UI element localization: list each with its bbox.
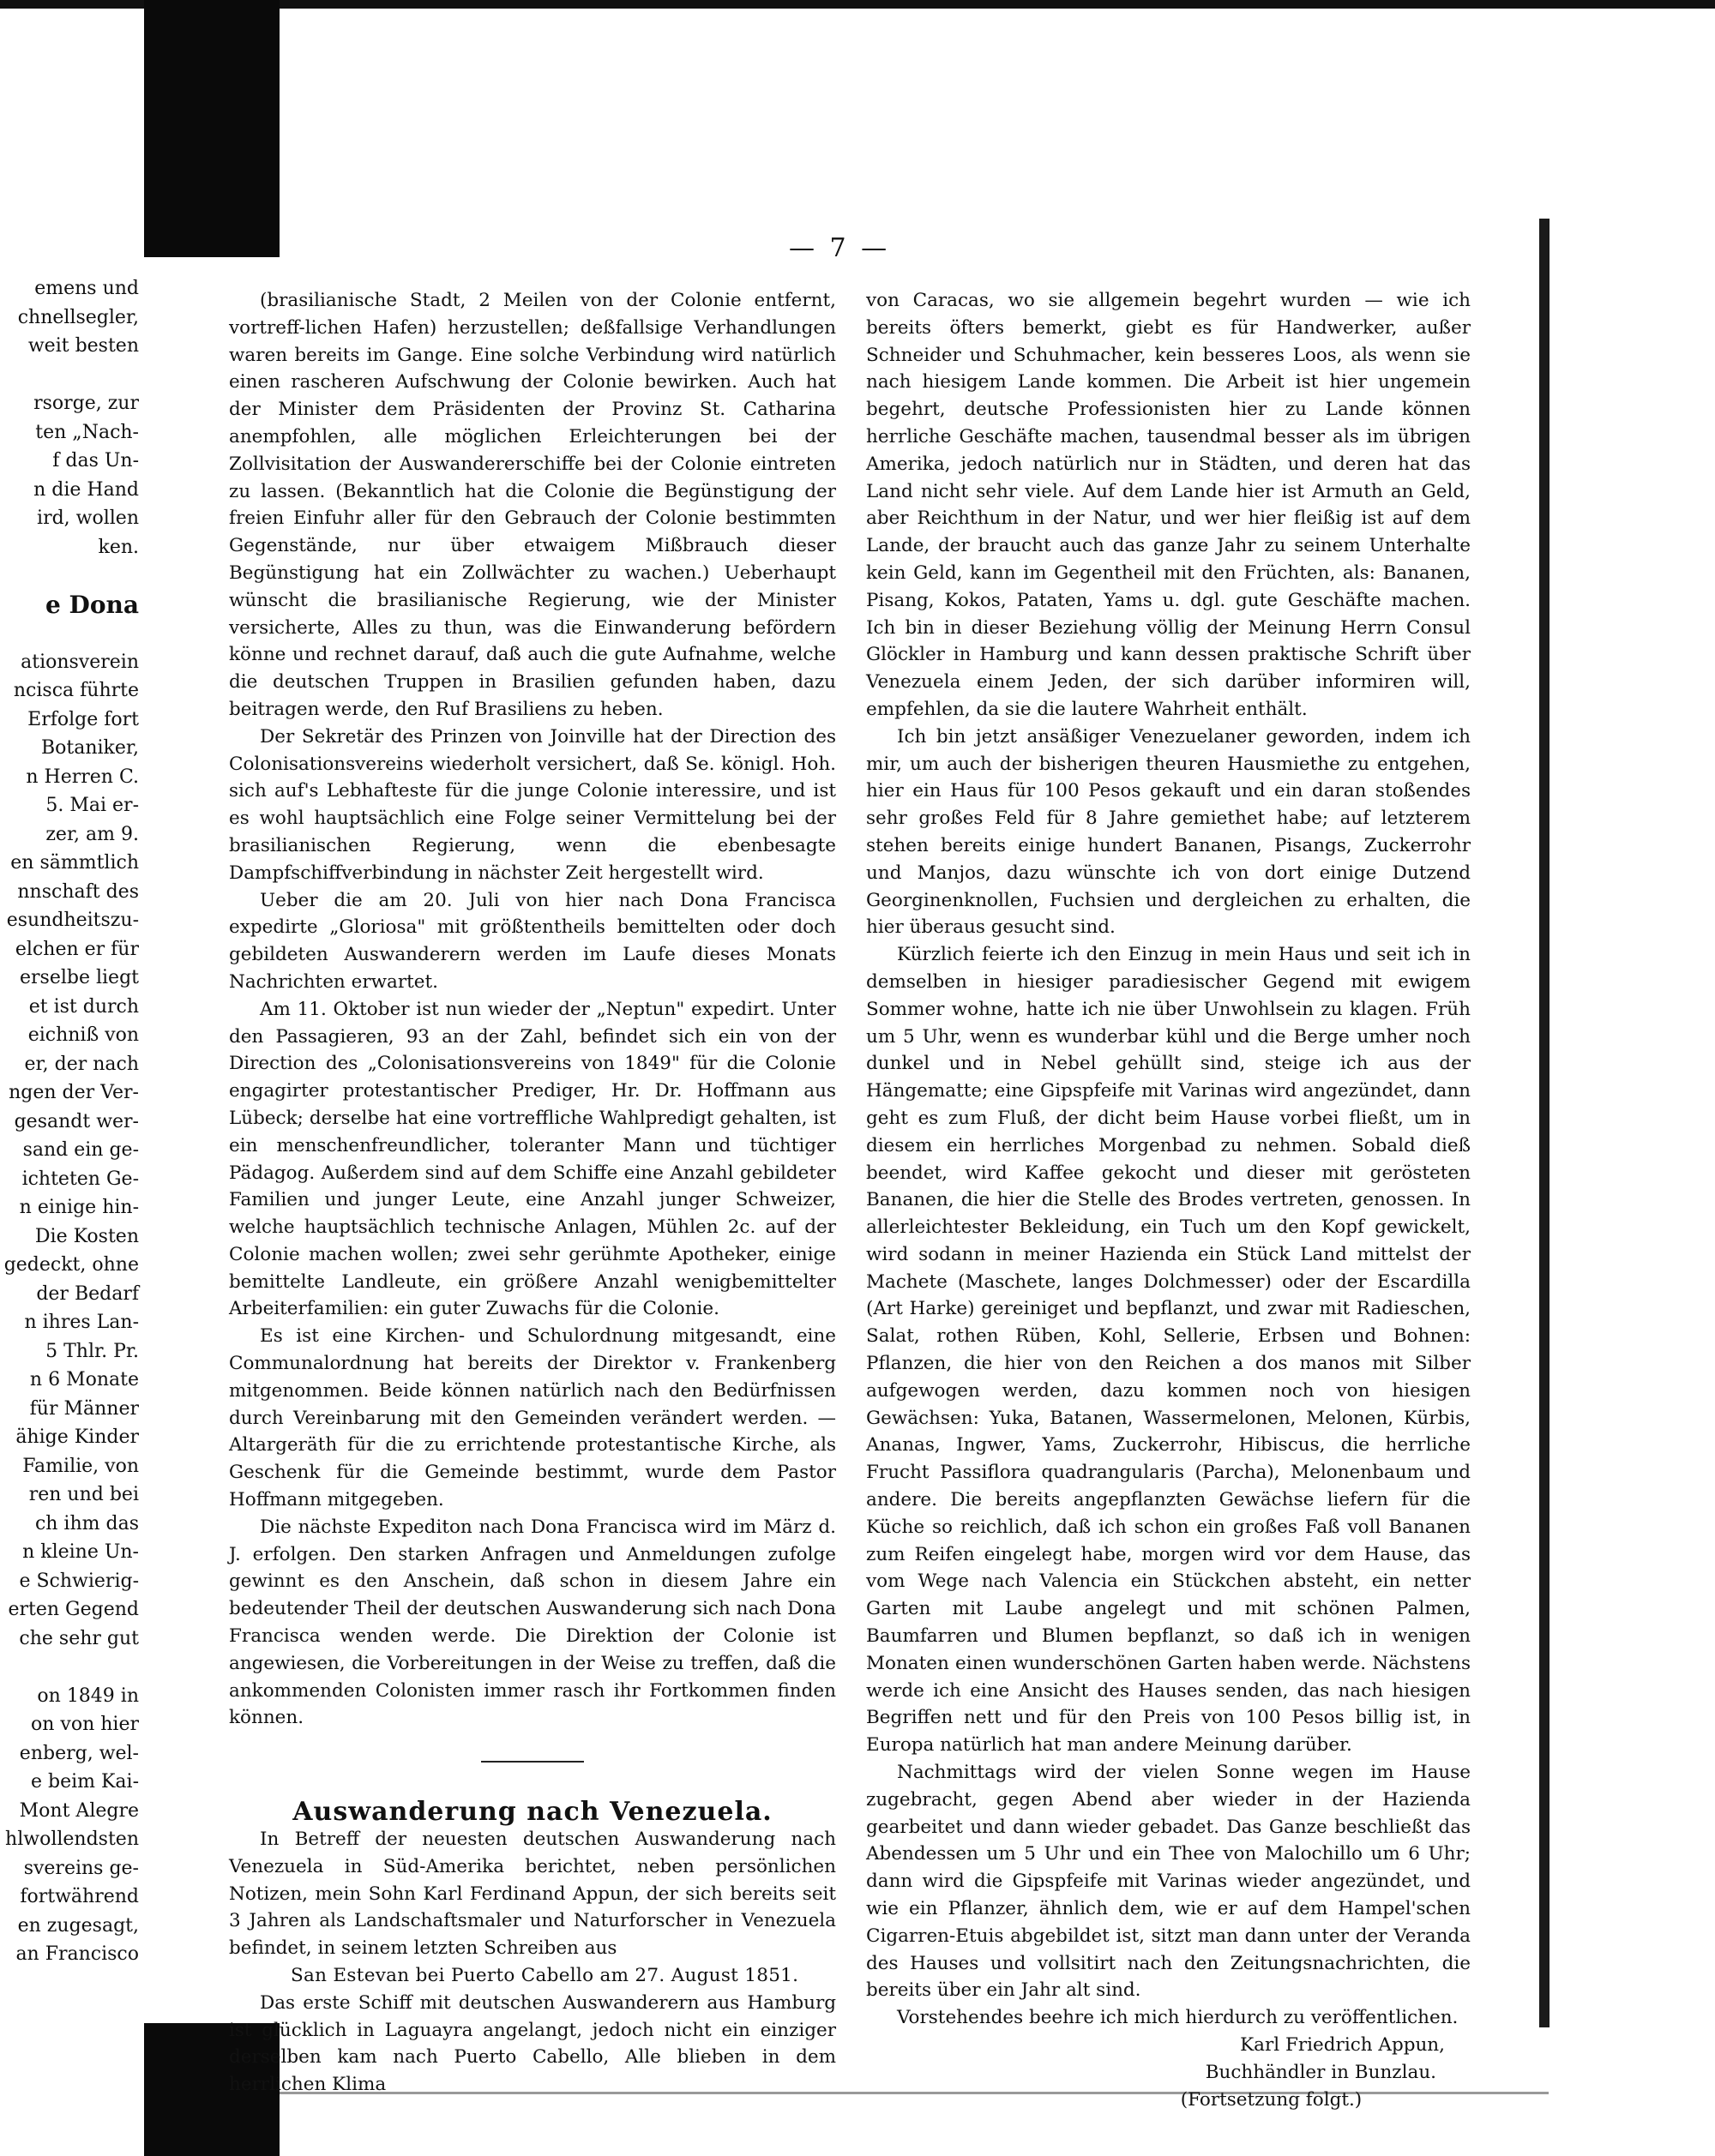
page-right-edge bbox=[1539, 219, 1550, 2027]
fragment-line: elchen er für bbox=[15, 938, 139, 960]
fragment-line: Familie, von bbox=[22, 1455, 139, 1477]
fragment-line: e Schwierig- bbox=[19, 1570, 139, 1592]
fragment-line: on 1849 in bbox=[37, 1685, 139, 1707]
signature-title: Buchhändler in Bunzlau. bbox=[1205, 2061, 1436, 2083]
fragment-line: gesandt wer- bbox=[14, 1110, 139, 1132]
left-column bbox=[229, 287, 836, 2099]
fragment-line: chnellsegler, bbox=[17, 306, 139, 328]
fragment-line: on von hier bbox=[31, 1714, 139, 1735]
letter-paragraph: von Caracas, wo sie allgemein begehrt wurden — wie ich bereits öfters bemerkt, giebt es für Handwerker, außer Schneider und Schuhmacher, kein besseres Loos, als wenn sie nach hiesigem Lande kommen. Die Arbeit ist hier ungemein begehrt, deutsche Professionisten hier zu Lande können herrliche Geschäfte machen, tausendmal besser als im übrigen Amerika, jedoch natürlich nur in Städten, und deren hat das Land nicht sehr viele. Auf dem Lande hier ist Armuth an Geld, aber Reichthum in der Natur, und wer hier fleißig ist auf dem Lande, der braucht auch das ganze Jahr zu seinem Unterhalte kein Geld, kann im Gegentheil mit den Früchten, als: Bananen, Pisang, Kokos, Pataten, Yams u. dgl. gute Geschäfte machen. Ich bin in dieser Beziehung völlig der Meinung Herrn Consul Glöckler in Hamburg und kann dessen praktische Schrift über Venezuela einem Jeden, der sich darüber informiren will, empfehlen, da sie die lautere Wahrheit enthält. bbox=[866, 290, 1471, 720]
fragment-line: enberg, wel- bbox=[19, 1742, 139, 1764]
fragment-line: nnschaft des bbox=[17, 880, 139, 903]
fragment-line: ationsverein bbox=[21, 651, 139, 673]
fragment-line: en zugesagt, bbox=[17, 1914, 139, 1937]
fragment-line: ren und bei bbox=[28, 1484, 139, 1505]
letter-paragraph: Das erste Schiff mit deutschen Auswanderern aus Hamburg ist glücklich in Laguayra angelangt, jedoch nicht ein einziger derselben kam nach Puerto Cabello, Alle blieben in dem herrlichen Klima bbox=[229, 1991, 836, 2096]
scan-gutter-shadow-top bbox=[144, 0, 280, 257]
right-column bbox=[866, 287, 1471, 2113]
closing-line: Vorstehendes beehre ich mich hierdurch zu veröffentlichen. bbox=[897, 2007, 1459, 2029]
article-paragraph: Ueber die am 20. Juli von hier nach Dona Francisca expedirte „Gloriosa" mit größtentheils bemittelten oder doch gebildeten Auswanderern werden im Laufe dieses Monats Nachrichten erwartet. bbox=[229, 889, 836, 993]
continuation-note: (Fortsetzung folgt.) bbox=[1180, 2088, 1363, 2111]
fragment-line: n die Hand bbox=[33, 478, 139, 501]
fragment-line: f das Un- bbox=[52, 450, 139, 471]
fragment-line: fortwährend bbox=[20, 1886, 139, 1907]
fragment-line: ch ihm das bbox=[34, 1512, 139, 1534]
fragment-line: der Bedarf bbox=[36, 1282, 139, 1305]
fragment-line: eichniß von bbox=[27, 1024, 139, 1046]
fragment-line: ird, wollen bbox=[37, 507, 139, 529]
fragment-line: 5 Thlr. Pr. bbox=[45, 1340, 139, 1362]
page-number: — 7 — bbox=[789, 233, 891, 263]
fragment-line: n Herren C. bbox=[26, 766, 139, 788]
letter-paragraph: Kürzlich feierte ich den Einzug in mein Haus und seit ich in demselben in hiesiger paradiesischer Gegend mit ewigem Sommer wohne, hatte ich nie über Unwohlsein zu klagen. Früh um 5 Uhr, wenn es wunderbar kühl und die Berge umher noch dunkel und in Nebel gehüllt sind, steige ich aus der Hängematte; eine Gipspfeife mit Varinas wird angezündet, dann geht es zum Fluß, der dicht beim Hause vorbei fließt, um in diesem ein herrliches Morgenbad zu nehmen. Sobald dieß beendet, wird Kaffee gekocht und dieser mit gerösteten Bananen, die hier die Stelle des Brodes vertreten, genossen. In allerleichtester Bekleidung, ein Tuch um den Kopf gewickelt, wird sodann in meiner Hazienda ein Stück Land mittelst der Machete (Maschete, langes Dolchmesser) oder der Escardilla (Art Harke) gereiniget und bepflanzt, und zwar mit Radieschen, Salat, rothen Rüben, Kohl, Sellerie, Erbsen und Bohnen: Pflanzen, die hier von den Reichen a dos manos mit Silber aufgewogen werden, dazu kommen noch von hiesigen Gewächsen: Yuka, Batanen, Wassermelonen, Melonen, Kürbis, Ananas, Ingwer, Yams, Zuckerrohr, Hibiscus, die herrliche Frucht Passiflora quadrangularis (Parcha), Melonenbaum und andere. Die bereits angepflanzten Gewächse liefern für die Küche so reichlich, daß ich schon ein großes Faß voll Bananen zum Reifen eingelegt habe, morgen wird vor dem Hause, das vom Wege nach Valencia ein Stückchen absteht, ein netter Garten mit Laube angelegt und mit schönen Palmen, Baumfarren und Blumen bepflanzt, so daß ich in wenigen Monaten einen wunderschönen Garten haben werde. Nächstens werde ich eine Ansicht des Hauses senden, das nach hiesigen Begriffen nett und für den Preis von 100 Pesos billig ist, in Europa natürlich hat man andere Meinung darüber. bbox=[866, 944, 1471, 1757]
signature-name: Karl Friedrich Appun, bbox=[1240, 2034, 1445, 2056]
article-paragraph: (brasilianische Stadt, 2 Meilen von der Colonie entfernt, vortreff-lichen Hafen) herzustellen; deßfallsige Verhandlungen waren bereits im Gange. Eine solche Verbindung wird natürlich einen rascheren Aufschwung der Colonie bewirken. Auch hat der Minister dem Präsidenten der Provinz St. Catharina anempfohlen, alle möglichen Erleichterungen bei der Zollvisitation der Auswandererschiffe bei der Colonie eintreten zu lassen. (Bekanntlich hat die Colonie die Begünstigung der freien Einfuhr aller für den Gebrauch der Colonie bestimmten Gegenstände, nur über etwaigem Mißbrauch dieser Begünstigung hat ein Zollwächter zu wachen.) Ueberhaupt wünscht die brasilianische Regierung, wie der Minister versicherte, Alles zu thun, was die Einwanderung befördern könne und rechnet darauf, daß auch die gute Aufnahme, welche die deutschen Truppen in Brasilien gefunden haben, dazu beitragen werde, den Ruf Brasiliens zu heben. bbox=[229, 290, 836, 720]
fragment-line: ngen der Ver- bbox=[9, 1082, 139, 1103]
letter-place-date: San Estevan bei Puerto Cabello am 27. August 1851. bbox=[291, 1965, 799, 1987]
fragment-line: et ist durch bbox=[28, 995, 139, 1018]
fragment-line: sand ein ge- bbox=[22, 1139, 139, 1161]
article-paragraph: Die nächste Expediton nach Dona Francisca wird im März d. J. erfolgen. Den starken Anfragen und Anmeldungen zufolge gewinnt es den Anschein, daß schon in diesem Jahre ein bedeutender Theil der deutschen Auswanderung sich nach Dona Francisca wenden werde. Die Direktion der Colonie ist angewiesen, die Vorbereitungen in der Weise zu treffen, daß die ankommenden Colonisten immer rasch ihr Fortkommen finden können. bbox=[229, 1516, 836, 1729]
section-divider bbox=[481, 1761, 584, 1763]
fragment-line: en sämmtlich bbox=[10, 852, 139, 874]
fragment-line: emens und bbox=[34, 278, 139, 299]
fragment-line: erselbe liegt bbox=[20, 967, 139, 988]
fragment-line: rsorge, zur bbox=[33, 393, 139, 414]
fragment-line: n kleine Un- bbox=[22, 1541, 139, 1563]
fragment-line: Botaniker, bbox=[40, 737, 139, 759]
fragment-line: n 6 Monate bbox=[29, 1369, 139, 1390]
letter-paragraph: Nachmittags wird der vielen Sonne wegen im Hause zugebracht, gegen Abend aber wieder in der Hazienda gearbeitet und dann wieder gebadet. Das Ganze beschließt das Abendessen um 5 Uhr und ein Thee von Malochillo um 6 Uhr; dann wird die Gipspfeife mit Varinas wieder angezündet, und wie ein Pflanzer, ähnlich dem, wie er auf dem Hampel'schen Cigarren-Etuis abgebildet ist, sitzt man dann unter der Veranda des Hauses und vollsitirt nach den Zeitungsnachrichten, die bereits über ein Jahr alt sind. bbox=[866, 1762, 1471, 2002]
fragment-line: ichteten Ge- bbox=[21, 1168, 139, 1190]
fragment-line: svereins ge- bbox=[23, 1857, 139, 1879]
fragment-line: weit besten bbox=[27, 335, 139, 357]
fragment-line: er, der nach bbox=[24, 1053, 139, 1075]
fragment-line: erten Gegend bbox=[8, 1599, 139, 1620]
fragment-line: 5. Mai er- bbox=[45, 795, 139, 816]
fragment-line: Die Kosten bbox=[34, 1225, 139, 1247]
article-paragraph: Der Sekretär des Prinzen von Joinville hat der Direction des Colonisationsvereins wiederholt versichert, daß Se. königl. Hoh. sich auf's Lebhafteste für die junge Colonie interessire, und ist es wohl hauptsächlich eine Folge seiner Vermittelung bei der brasilianischen Regierung, wenn die ebenbesagte Dampfschiffverbindung in nächster Zeit hergestellt wird. bbox=[229, 725, 836, 884]
article-paragraph: Es ist eine Kirchen- und Schulordnung mitgesandt, eine Communalordnung hat bereits der Direktor v. Frankenberg mitgenommen. Beide können natürlich nach den Bedürfnissen durch Vereinbarung mit den Gemeinden verändert werden. — Altargeräth für die zu errichtende protestantische Kirche, als Geschenk für die Gemeinde bestimmt, wurde dem Pastor Hoffmann mitgegeben. bbox=[229, 1325, 836, 1511]
fragment-line: Erfolge fort bbox=[27, 708, 139, 730]
fragment-line: ken. bbox=[98, 536, 139, 558]
fragment-line: an Francisco bbox=[15, 1943, 139, 1965]
fragment-line: ähige Kinder bbox=[15, 1426, 139, 1448]
fragment-line: e Dona bbox=[45, 590, 139, 619]
fragment-line: n einige hin- bbox=[19, 1197, 139, 1218]
adjacent-page-fragment bbox=[0, 257, 146, 2023]
fragment-line: zer, am 9. bbox=[45, 823, 139, 845]
fragment-line: hlwollendsten bbox=[5, 1829, 139, 1850]
article-intro: In Betreff der neuesten deutschen Auswanderung nach Venezuela in Süd-Amerika berichtet, neben persönlichen Notizen, mein Sohn Karl Ferdinand Appun, der sich bereits seit 3 Jahren als Landschaftsmaler und Naturforscher in Venezuela befindet, in seinem letzten Schreiben aus bbox=[229, 1829, 836, 1960]
article-paragraph: Am 11. Oktober ist nun wieder der „Neptun" expedirt. Unter den Passagieren, 93 an der Zahl, befindet sich ein von der Direction des „Colonisationsvereins von 1849" für die Colonie engagirter protestantischer Prediger, Hr. Dr. Hoffmann aus Lübeck; derselbe hat eine vortreffliche Wahlpredigt gehalten, ist ein menschenfreundlicher, toleranter Mann und tüchtiger Pädagog. Außerdem sind auf dem Schiffe eine Anzahl gebildeter Familien und junger Leute, eine Anzahl junger Schweizer, welche hauptsächlich technische Anlagen, Mühlen 2c. auf der Colonie machen wollen; zwei sehr gerühmte Apotheker, einige bemittelte Landleute, ein größere Anzahl wenigbemittelter Arbeiterfamilien: ein guter Zuwachs für die Colonie. bbox=[229, 998, 836, 1320]
fragment-line: für Männer bbox=[29, 1397, 139, 1420]
section-heading: Auswanderung nach Venezuela. bbox=[292, 1797, 773, 1828]
fragment-line: ten „Nach- bbox=[35, 421, 139, 443]
fragment-line: gedeckt, ohne bbox=[3, 1254, 139, 1276]
fragment-line: ncisca führte bbox=[13, 680, 139, 701]
letter-paragraph: Ich bin jetzt ansäßiger Venezuelaner geworden, indem ich mir, um auch der bisherigen theuren Hausmiethe zu entgehen, hier ein Haus für 100 Pesos gekauft und ein daran stoßendes sehr großes Feld für 8 Jahre gemiethet habe; auf letzterem stehen bereits einige hundert Bananen, Pisangs, Zuckerrohr und Manjos, dazu wünschte ich von dort einige Dutzend Georginenknollen, Fuchsien und dergleichen zu erhalten, die hier überaus gesucht sind. bbox=[866, 725, 1471, 939]
fragment-line: e beim Kai- bbox=[30, 1771, 139, 1793]
fragment-line: che sehr gut bbox=[19, 1627, 139, 1649]
fragment-line: Mont Alegre bbox=[19, 1799, 139, 1822]
fragment-line: n ihres Lan- bbox=[24, 1312, 139, 1333]
fragment-line: esundheitszu- bbox=[6, 910, 139, 931]
